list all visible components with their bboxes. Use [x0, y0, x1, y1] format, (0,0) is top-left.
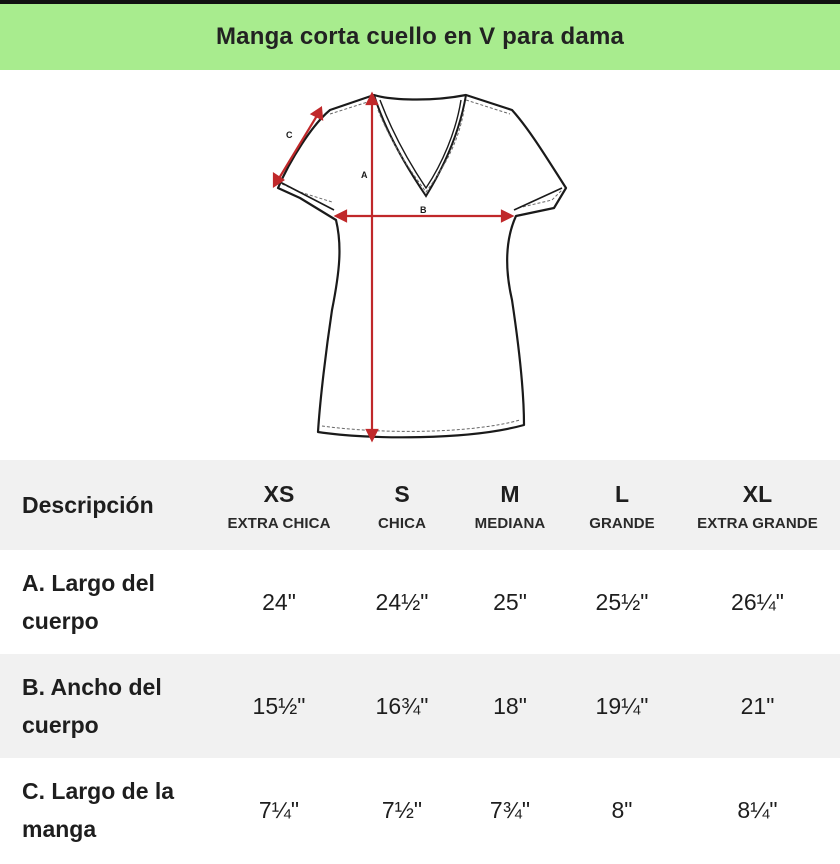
row-description	[22, 772, 212, 848]
value-xl: 26¼"	[731, 588, 784, 615]
value-cell	[204, 654, 354, 758]
value-s: 16¾"	[375, 692, 429, 719]
row-description	[22, 668, 212, 744]
label-b: B	[420, 205, 427, 215]
value-cell	[455, 654, 565, 758]
value-cell	[204, 758, 354, 862]
value-m: 7¾"	[489, 796, 531, 823]
size-col-m	[455, 460, 565, 550]
value-xl: 8¼"	[737, 796, 778, 823]
row-description-line2: cuerpo	[22, 608, 99, 634]
size-table	[0, 460, 840, 862]
value-xs: 15½"	[252, 692, 306, 719]
shirt-diagram	[0, 70, 840, 460]
value-m: 18"	[493, 692, 527, 719]
table-row-body-width	[0, 654, 840, 758]
size-code: XS	[263, 480, 295, 507]
row-description-line1: A. Largo del	[22, 570, 155, 596]
shirt-illustration	[0, 70, 840, 460]
value-cell	[680, 758, 835, 862]
value-cell	[455, 758, 565, 862]
value-m: 25"	[493, 588, 527, 615]
table-header-row	[0, 460, 840, 550]
row-description	[22, 564, 212, 640]
value-s: 7½"	[381, 796, 423, 823]
size-col-xl	[680, 460, 835, 550]
size-name: GRANDE	[589, 514, 655, 532]
size-col-s	[347, 460, 457, 550]
value-l: 25½"	[595, 588, 649, 615]
label-c: C	[286, 130, 293, 140]
size-code: XL	[742, 480, 773, 507]
value-cell	[680, 654, 835, 758]
row-description-line1: C. Largo de la	[22, 778, 175, 804]
row-description-line2: manga	[22, 816, 97, 842]
value-xs: 24"	[262, 588, 296, 615]
size-name: CHICA	[378, 514, 426, 532]
row-description-line2: cuerpo	[22, 712, 99, 738]
row-description-line1: B. Ancho del	[22, 674, 162, 700]
value-cell	[680, 550, 835, 654]
size-col-xs	[204, 460, 354, 550]
page-title: Manga corta cuello en V para dama	[215, 23, 625, 50]
size-name: EXTRA CHICA	[227, 514, 331, 532]
value-cell	[567, 654, 677, 758]
value-cell	[204, 550, 354, 654]
size-code: M	[500, 480, 520, 507]
table-row-sleeve-length	[0, 758, 840, 862]
size-name: EXTRA GRANDE	[697, 514, 818, 532]
size-code: S	[394, 480, 410, 507]
value-xs: 7¼"	[258, 796, 300, 823]
value-cell	[347, 654, 457, 758]
value-cell	[347, 758, 457, 862]
value-l: 19¼"	[595, 692, 649, 719]
size-code: L	[614, 480, 630, 507]
label-a: A	[361, 170, 368, 180]
description-header: Descripción	[22, 492, 154, 518]
value-xl: 21"	[740, 692, 775, 719]
value-cell	[455, 550, 565, 654]
value-cell	[347, 550, 457, 654]
size-col-l	[567, 460, 677, 550]
value-s: 24½"	[375, 588, 429, 615]
value-cell	[567, 758, 677, 862]
title-band	[0, 4, 840, 70]
value-cell	[567, 550, 677, 654]
table-row-body-length	[0, 550, 840, 654]
size-name: MEDIANA	[474, 514, 546, 532]
value-l: 8"	[611, 796, 633, 823]
